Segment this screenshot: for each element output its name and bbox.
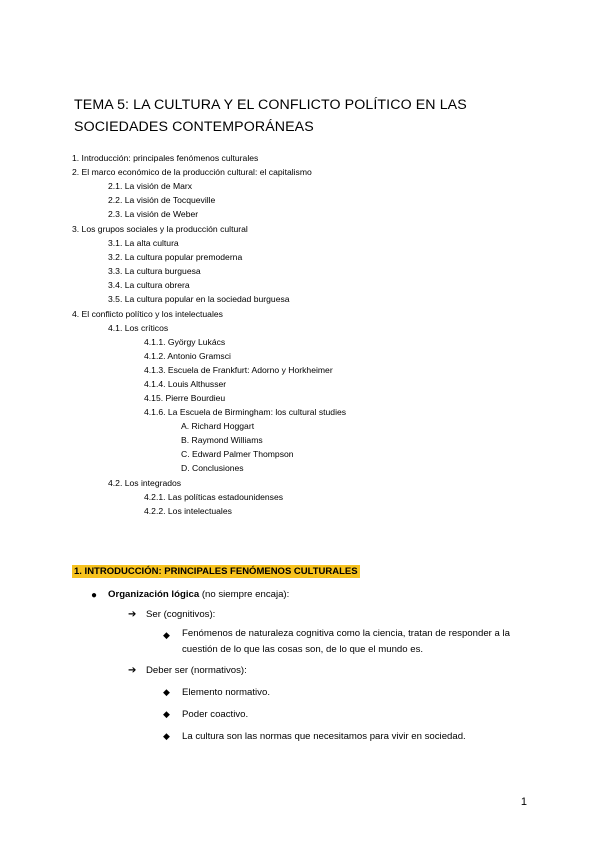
bullet-icon: ● bbox=[91, 590, 98, 601]
toc-item: 4.1.2. Antonio Gramsci bbox=[144, 351, 231, 361]
sub-item-label: Deber ser (normativos): bbox=[146, 665, 247, 676]
toc-item: A. Richard Hoggart bbox=[181, 421, 255, 431]
toc-item: 4.2.1. Las políticas estadounidenses bbox=[144, 492, 284, 502]
diamond-icon: ◆ bbox=[163, 709, 170, 719]
toc-item: C. Edward Palmer Thompson bbox=[181, 449, 294, 459]
toc-item: 1. Introducción: principales fenómenos culturales bbox=[72, 153, 259, 163]
toc-item: 3.2. La cultura popular premoderna bbox=[108, 252, 243, 262]
list-item: Poder coactivo. bbox=[182, 709, 249, 720]
toc-item: 4.1.6. La Escuela de Birmingham: los cultural studies bbox=[144, 407, 347, 417]
toc-item: 4.1.4. Louis Althusser bbox=[144, 379, 227, 389]
toc-item: 4.2.2. Los intelectuales bbox=[144, 506, 232, 516]
toc-item: D. Conclusiones bbox=[181, 463, 244, 473]
toc-item: 2.1. La visión de Marx bbox=[108, 181, 193, 191]
toc-item: 3. Los grupos sociales y la producción cultural bbox=[72, 224, 248, 234]
toc-item: 3.1. La alta cultura bbox=[108, 238, 179, 248]
toc-item: 3.4. La cultura obrera bbox=[108, 280, 190, 290]
toc-item: B. Raymond Williams bbox=[181, 435, 263, 445]
toc-item: 4.15. Pierre Bourdieu bbox=[144, 393, 226, 403]
toc-item: 4.1.1. György Lukács bbox=[144, 337, 226, 347]
toc-item: 4.2. Los integrados bbox=[108, 478, 182, 488]
page-title: TEMA 5: LA CULTURA Y EL CONFLICTO POLÍTICO EN LAS SOCIEDADES CONTEMPORÁNEAS bbox=[74, 97, 467, 135]
sub-item-label: Ser (cognitivos): bbox=[146, 609, 216, 620]
bullet-bold-text: Organización lógica bbox=[108, 589, 200, 600]
diamond-icon: ◆ bbox=[163, 687, 170, 697]
arrow-right-icon: ➔ bbox=[128, 609, 137, 620]
bullet-text: (no siempre encaja): bbox=[199, 589, 290, 600]
toc-item: 4.1. Los críticos bbox=[108, 323, 169, 333]
list-item: Fenómenos de naturaleza cognitiva como la ciencia, tratan de responder a la cuestión de lo que las cosas son, de lo que el mundo es. bbox=[182, 628, 510, 655]
toc-item: 3.5. La cultura popular en la sociedad burguesa bbox=[108, 294, 290, 304]
toc-item: 3.3. La cultura burguesa bbox=[108, 266, 201, 276]
page-number: 1 bbox=[520, 796, 527, 808]
bullet-item bbox=[108, 588, 289, 601]
diamond-icon: ◆ bbox=[163, 630, 170, 640]
section-heading: 1. INTRODUCCIÓN: PRINCIPALES FENÓMENOS CULTURALES bbox=[74, 566, 358, 577]
toc-item: 2.3. La visión de Weber bbox=[108, 209, 199, 219]
list-item: La cultura son las normas que necesitamos para vivir en sociedad. bbox=[182, 731, 466, 742]
toc-item: 4. El conflicto político y los intelectuales bbox=[72, 309, 223, 319]
toc-item: 2. El marco económico de la producción cultural: el capitalismo bbox=[72, 167, 312, 177]
toc-item: 2.2. La visión de Tocqueville bbox=[108, 195, 216, 205]
list-item: Elemento normativo. bbox=[182, 687, 270, 698]
diamond-icon: ◆ bbox=[163, 731, 170, 741]
toc-item: 4.1.3. Escuela de Frankfurt: Adorno y Horkheimer bbox=[144, 365, 333, 375]
arrow-right-icon: ➔ bbox=[128, 665, 137, 676]
